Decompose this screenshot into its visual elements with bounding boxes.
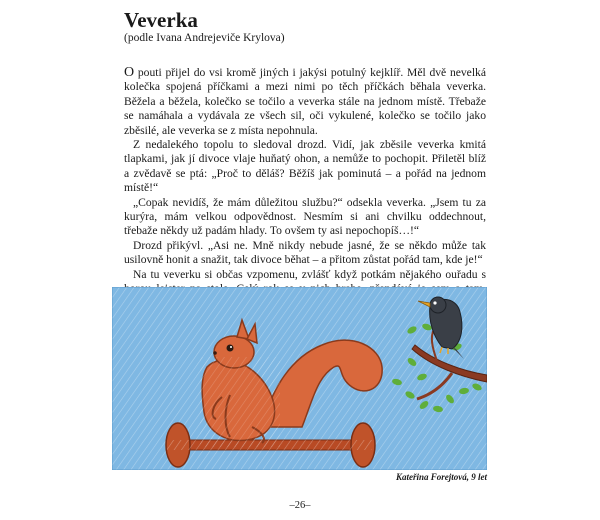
story-paragraph: Na tu veverku si občas vzpomenu, zvlášť když potkám nějakého ouřadu s	[133, 267, 486, 281]
squirrel-illustration	[112, 287, 487, 470]
story-paragraph: O pouti přijel do vsi kromě jiných i jakýsi potulný kejklíř. Měl dvě nevelká kolečka spojená příčkami a mezi nimi po těch příčkách běhala veverka. Běžela a běžela, kolečko se točilo a veverka stále na jednom místě. Třebaže se namáhala a vydávala ze všech sil, oči vykulené, kolečko se točilo jako zběsilé, ale veverka se z místa nepohnula.	[124, 65, 486, 137]
story-subtitle: (podle Ivana Andrejeviče Krylova)	[124, 32, 285, 44]
story-paragraph: Z nedalekého topolu to sledoval drozd. Vidí, jak zběsile veverka kmitá tlapkami, jak jí divoce vlaje huňatý ohon, a nemůže to pochopit. Přiletěl blíž a zvědavě se ptá: „Proč to děláš? Běžíš jak pominutá – a pořád na jednom místě!“	[124, 138, 486, 195]
story-title: Veverka	[124, 8, 198, 32]
story-paragraph: Drozd přikývl. „Asi ne. Mně nikdy nebude jasné, že se někdo může tak usilovně honit a snažit, tak divoce běhat – a přitom zůstat pořád tam, kde je!“	[124, 238, 486, 267]
story-paragraph: „Copak nevidíš, že mám důležitou službu?“ odsekla veverka. „Jsem tu za kurýra, mám velkou odpovědnost. Nesmím si ani chvilku oddechnout, třebaže někdy už padám hlady. To ovšem ty asi nepochopíš…!“	[124, 195, 486, 238]
illustration-credit: Kateřina Forejtová, 9 let	[396, 472, 487, 482]
page-number: –26–	[289, 500, 311, 511]
